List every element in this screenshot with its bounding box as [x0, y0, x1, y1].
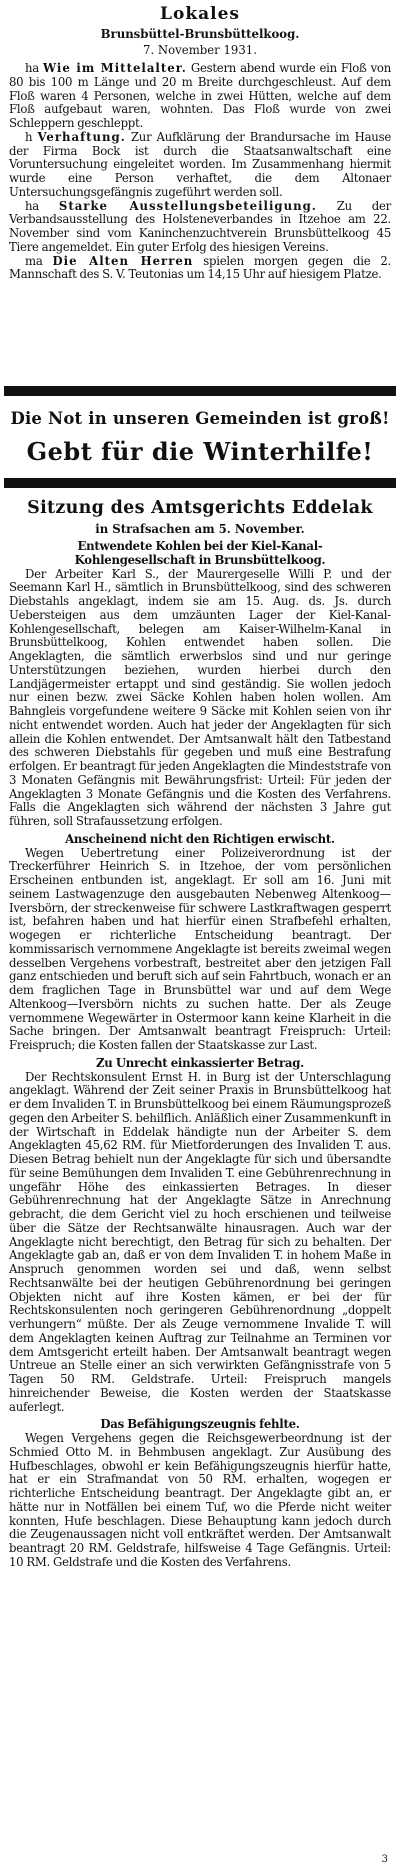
case-paragraph: Der Arbeiter Karl S., der Maurergeselle Willi P. und der Seemann Karl H., sämtlich in Brunsbüttelkoog, sind des schweren Diebstahls angeklagt, indem sie am 15. Aug. ds. Js. durch Uebersteigen aus dem umzäunten Lager der Kiel-Kanal-Kohlengesellschaft, belegen am Kaiser-Wilhelm-Kanal in Brunsbüttelkoog, Kohlen entwendet haben sollen. Die Angeklagten, die sämtlich erwerbslos sind und nur geringe Unterstützungen beziehen, wurden hierbei durch den Landjägermeister ertappt und sind geständig. Sie wollen jedoch nur einen bezw. zwei Säcke Kohlen haben holen wollen. Am Bahngleis vorgefundene weitere 9 Säcke mit Kohlen seien von ihr nicht entwendet worden. Auch hat jeder der Angeklagten für sich allein die Kohlen entwendet. Der Amtsanwalt hält den Tatbestand des schweren Diebstahls für gegeben und muß eine Bestrafung erfolgen. Er beantragt für jeden Angeklagten die Mindeststrafe von 3 Monaten Gefängnis mit Bewährungsfrist: Urteil: Für jeden der Angeklagten 3 Monate Gefängnis und die Kosten des Verfahrens. Falls die Angeklagten sich während der nächsten 3 Jahre gut führen, soll Strafaussetzung erfolgen.: [9, 566, 391, 828]
page-number: 3: [381, 1854, 388, 1865]
court-cases: [9, 540, 391, 1570]
section-place: Brunsbüttel-Brunsbüttelkoog.: [100, 27, 300, 41]
appeal-line1: Die Not in unseren Gemeinden ist groß!: [10, 409, 390, 428]
news-item: [9, 255, 391, 283]
item-headline: Starke Ausstellungsbeteiligung.: [58, 198, 317, 213]
case-heading: Das Befähigungszeugnis fehlte.: [100, 1417, 300, 1432]
case-paragraph: Wegen Vergehens gegen die Reichsgewerbeordnung ist der Schmied Otto M. in Behmbusen angeklagt. Zur Ausübung des Hufbeschlages, obwohl er kein Befähigungszeugnis hierfür hatte, hat er ein Strafmandat von 50 RM. erhalten, wogegen er richterliche Entscheidung beantragt. Der Angeklagte gibt an, er hätte nur in Notfällen bei einem Tuf, wo die Pferde nicht weiter konnten, Hufe beschlagen. Diese Behauptung kann jedoch durch die Zeugenaussagen nicht voll entkräftet werden. Der Amtsanwalt beantragt 20 RM. Geldstrafe, hilfsweise 4 Tage Gefängnis. Urteil: 10 RM. Geldstrafe und die Kosten des Verfahrens.: [9, 1431, 391, 1569]
case-heading: Zu Unrecht einkassierter Betrag.: [96, 1055, 304, 1070]
section-title: Lokales: [160, 4, 240, 24]
court-subtitle: in Strafsachen am 5. November.: [95, 522, 305, 536]
item-headline: Die Alten Herren: [52, 253, 194, 268]
case-paragraph: Der Rechtskonsulent Ernst H. in Burg ist der Unterschlagung angeklagt. Während der Zeit seiner Praxis in Brunsbüttelkoog hat er dem Invaliden T. in Brunsbüttelkoog bei einem Räumungsprozeß gegen den Arbeiter S. behilflich. Anläßlich einer Zusammenkunft in der Wirtschaft in Eddelak händigte nun der Arbeiter S. dem Angeklagten 45,62 RM. für Mietforderungen des Invaliden T. aus. Diesen Betrag behielt nun der Angeklagte für sich und übersandte für seine Bemühungen dem Invaliden T. eine Gebührenrechnung in ungefähr Höhe des einkassierten Betrages. In dieser Gebührenrechnung hat der Angeklagte Sätze in Anrechnung gebracht, die dem Gericht viel zu hoch erschienen und teilweise über die Sätze der Rechtsanwälte hinausragen. Auch war der Angeklagte nicht berechtigt, den Betrag für sich zu behalten. Der Angeklagte gab an, daß er von dem Invaliden T. in hohem Maße in Anspruch genommen worden sei und daß, wenn selbst Rechtsanwälte bei der heutigen Gebührenordnung bei geringen Objekten nicht auf ihre Kosten kämen, er bei der für Rechtskonsulenten noch geringeren Gebührenordnung „doppelt verhungern“ müßte. Der als Zeuge vernommene Invalide T. will dem Angeklagten keinen Auftrag zur Teilnahme an Terminen vor dem Amtsgericht erteilt haben. Der Amtsanwalt beantragt wegen Untreue an Stelle einer an sich verwirkten Gefängnisstrafe von 5 Tagen 50 RM. Geldstrafe. Urteil: Freispruch mangels hinreichender Beweise, die Kosten werden der Staatskasse auferlegt.: [9, 1069, 391, 1414]
court-title: Sitzung des Amtsgerichts Eddelak: [27, 498, 373, 518]
item-text: Zur Aufklärung der Brandursache im Hause der Firma Bock ist durch die Staatsanwaltschaft eine Voruntersuchung eingeleitet worden. Im Zusammenhang hiermit wurde eine Person verhaftet, die dem Altonaer Untersuchungsgefängnis zugeführt werden soll.: [9, 129, 391, 199]
appeal-bottom-rule: [4, 478, 396, 488]
news-item: [9, 131, 391, 200]
item-headline: Verhaftung.: [37, 129, 126, 144]
local-news: [9, 62, 391, 282]
appeal-top-rule: [4, 386, 396, 396]
item-lead: ha: [25, 198, 39, 213]
item-headline: Wie im Mittelalter.: [43, 61, 187, 75]
item-lead: ha: [25, 61, 39, 75]
section-date: 7. November 1931.: [143, 43, 257, 57]
case-heading: Anscheinend nicht den Richtigen erwischt.: [65, 831, 335, 846]
case-heading: Entwendete Kohlen bei der Kiel-Kanal-Kohlengesellschaft in Brunsbüttelkoog.: [74, 539, 326, 567]
appeal-line2: Gebt für die Winterhilfe!: [26, 437, 374, 466]
item-text: spielen morgen gegen die 2. Mannschaft des S. V. Teutonias um 14,15 Uhr auf hiesigem Platze.: [9, 253, 392, 282]
item-lead: ma: [25, 253, 43, 268]
item-lead: h: [25, 129, 33, 144]
news-item: [9, 62, 391, 131]
item-text: Gestern abend wurde ein Floß von 80 bis 100 m Länge und 20 m Breite durchgeschleust. Auf dem Floß waren 4 Personen, welche in zwei Hütten, welche auf dem Floß aufgebaut waren, wohnten. Das Floß wurde von zwei Schleppern geschleppt.: [9, 61, 391, 130]
item-text: Zu der Verbandsausstellung des Holsteneverbandes in Itzehoe am 22. November sind vom Kaninchenzuchtverein Brunsbüttelkoog 45 Tiere angemeldet. Ein guter Erfolg des hiesigen Vereins.: [9, 198, 392, 254]
news-item: [9, 200, 391, 255]
case-paragraph: Wegen Uebertretung einer Polizeiverordnung ist der Treckerführer Heinrich S. in Itzehoe, der vom persönlichen Erscheinen entbunden ist, angeklagt. Er soll am 16. Juni mit seinem Lastwagenzuge den ausgebauten Nebenweg Altenkoog—Iversbörn, der streckenweise für schwere Lastkraftwagen gesperrt ist, befahren haben und hat hierfür einen Strafbefehl erhalten, wogegen er richterliche Entscheidung beantragt. Der kommissarisch vernommene Angeklagte ist bereits zweimal wegen desselben Vergehens vorbestraft, bestreitet aber den jetzigen Fall ganz entschieden und beruft sich auf sein Fahrtbuch, wonach er an dem fraglichen Tage in Brunsbüttel war und auf dem Wege Altenkoog—Iversbörn nichts zu suchen hatte. Der als Zeuge vernommene Wegewärter in Ostermoor kann keine Klarheit in die Sache bringen. Der Amtsanwalt beantragt Freispruch: Urteil: Freispruch; die Kosten fallen der Staatskasse zur Last.: [9, 845, 391, 1052]
